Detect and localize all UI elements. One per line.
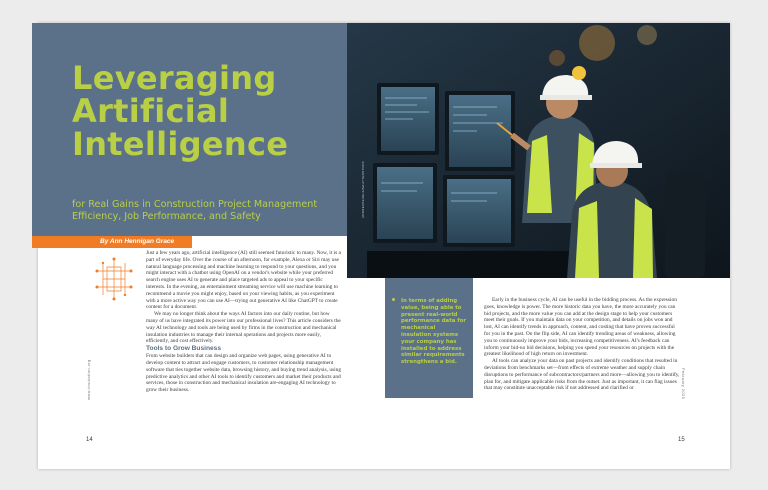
col1-paragraph-2: We may no longer think about the ways AI factors into our daily routine, but how many of us have integrated its power into our professional lives? This article considers the way AI technology and tools are being used by firms in the construction and mechanical insulation industries to manage their internal operations and projects more easily, efficiently, and cost effectively.: [146, 311, 341, 345]
circuit-brain-icon: [93, 253, 135, 305]
page-number-left: 14: [86, 437, 93, 443]
issue-date: February 2025: [681, 368, 686, 400]
photo-credit: ANDREI/PEXELS/SHUTTERSTOCK: [361, 161, 365, 218]
col2-paragraph-2: AI tools can analyze your data on past projects and identify conditions that resulted in deviations from benchmarks set—from effects of extreme weather and supply chain disruptions to performance of subcontractors/partners and more—allowing you to identify, plan for, and mitigate applicable risks from the outset. Just as important, it can flag issues that may constitute unacceptable risk if not addressed and clarified or: [484, 358, 680, 392]
col1-paragraph-1: Just a few years ago, artificial intelligence (AI) still seemed futuristic to many. Now, it is a part of everyday life. Over the course of an afternoon, for example, Alexa or Siri may use natural language processing and machine learning to respond to your questions, and you might interact with a chatbot using OpenAI on a vendor's website while your preferred search engine uses AI to generate and place targeted ads to appeal to your specific interests. In the evening, an entertainment streaming service will use machine learning to recommend a movie you might enjoy, based on your viewing habits, as you experiment with a more active way you can use AI—trying out generative AI like ChatGPT to create content for a document.: [146, 250, 341, 311]
right-column: [484, 297, 680, 392]
col1-paragraph-3: From website builders that can design and organize web pages, using generative AI to develop content to attract and engage customers, to customer relationship management software that ties together website data, browsing history, and buying trend analysis, using predictive analytics and other AI tools to identify customers and market their products and services, those in construction and mechanical insulation are-engaging AI technology to grow their business.: [146, 353, 342, 394]
bullet-dot-icon: [392, 298, 395, 301]
col2-paragraph-1: Early in the business cycle, AI can be useful in the bidding process. As the expression goes, knowledge is power. The more historic data you have, the more accurately you can bid projects, and the more value you can add at the design stage to help your customers meet their goals. If you maintain data on your competition, and details on jobs won and lost, AI can identify trends in approach, content, and costing that have proven successful for you in the past. On the flip side, AI can identify trending areas of weakness, allowing you to continuously improve your bids, increasing competitiveness. AI's feedback can inform your bid-no bid decisions, helping you spend your resources on projects with the greatest likelihood of high return on investment.: [484, 297, 677, 358]
article-title: [72, 59, 289, 163]
byline: By Ann Hennigan Grace: [32, 236, 192, 248]
section-heading: Tools to Grow Business: [146, 345, 221, 353]
website-label: www.insulation.org: [86, 359, 91, 400]
left-column: [146, 250, 342, 394]
workers-at-monitors-illustration: [347, 23, 730, 278]
title-line-3: Intelligence: [72, 125, 289, 163]
page-number-right: 15: [678, 437, 685, 443]
hero-photo: [347, 23, 730, 278]
title-line-2: Artificial: [72, 92, 230, 130]
pull-quote: In terms of adding value, being able to present real-world performance data for mechanical insulation systems your company has installed to address similar requirements strengthens a bid.: [401, 298, 466, 366]
title-line-1: Leveraging: [72, 59, 277, 97]
pull-quote-box: [385, 278, 473, 398]
article-subtitle: for Real Gains in Construction Project Management Efficiency, Job Performance, and Safety: [72, 199, 318, 222]
